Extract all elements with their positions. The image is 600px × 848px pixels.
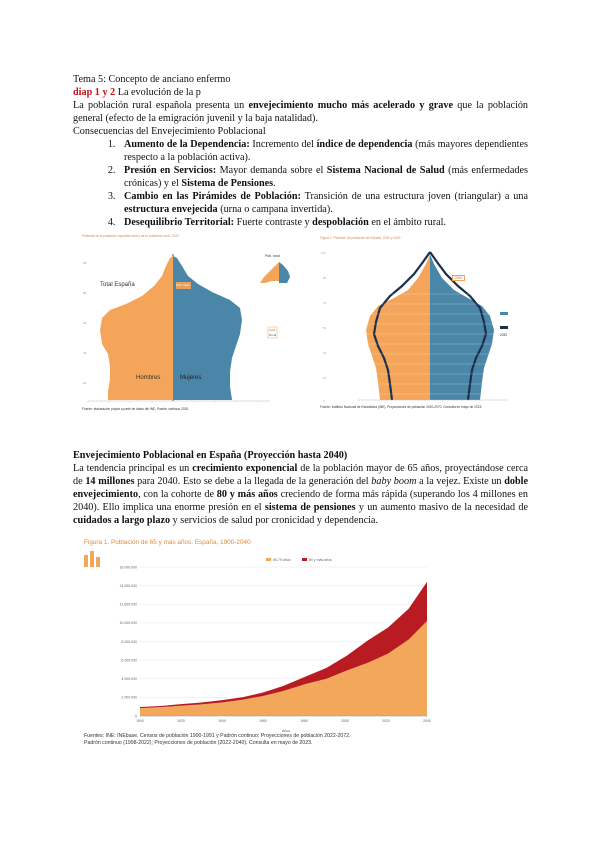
intro-paragraph: La población rural española presenta un envejecimiento mucho más acelerado y grave que la población general (efecto de la emigración juvenil y la baja natalidad). (73, 100, 529, 124)
label-rural-mid: Pob. rural (176, 283, 190, 287)
svg-text:35: 35 (323, 351, 327, 355)
spain-pyramid-figure (318, 234, 530, 414)
list-item: 3. Cambio en las Pirámides de Población: Transición de una estructura joven (triangular) a una estructura envejecida (urna o campana invertida). (118, 190, 528, 216)
y-tick-label: 6.000.000 (121, 658, 137, 663)
y-tick-label: 4.000.000 (121, 677, 137, 682)
label-men: Hombres (136, 375, 161, 381)
x-tick-label: 1960 (259, 719, 267, 723)
legend-b: Rural (269, 333, 277, 337)
figure-caption: Pirámide de la población española total y de la población rural, 2020 (82, 234, 179, 238)
y-tick-label: 16.000.000 (119, 565, 137, 570)
rural-pyramid-chart (80, 234, 294, 414)
section2-block (73, 449, 528, 527)
spain-pyramid-chart (318, 234, 530, 414)
legend-a: Total (269, 328, 276, 332)
svg-text:95: 95 (83, 261, 87, 265)
legend-2040: 2040 (500, 333, 508, 337)
y-tick-label: 10.000.000 (119, 621, 137, 626)
y-tick-label: 2.000.000 (121, 695, 137, 700)
x-tick-label: 2020 (382, 719, 390, 723)
svg-text:100: 100 (321, 251, 326, 255)
y-tick-label: 0 (135, 714, 137, 719)
consequences-heading: Consecuencias del Envejecimiento Poblacional (73, 126, 266, 137)
label-total: Total España (100, 282, 135, 288)
y-tick-label: 8.000.000 (121, 639, 137, 644)
list-item: 2. Presión en Servicios: Mayor demanda sobre el Sistema Nacional de Salud (más enfermedades crónicas) y el Sistema de Pensiones. (118, 164, 528, 190)
intro-block (73, 73, 528, 229)
section2-paragraph: La tendencia principal es un crecimiento exponencial de la población mayor de 65 años, proyectándose cerca de 14 millones para 2040. Esto se debe a la llegada de la generación del baby boom a la vejez. Existe un doble envejecimiento, con la cohorte de 80 y más años creciendo de forma más rápida (superando los 4 millones en 2040). Ello implica una enorme presión en el sistema de pensiones y un aumento masivo de la necesidad de cuidados a largo plazo y servicios de salud por cronicidad y dependencia. (73, 463, 529, 526)
slide-ref: diap 1 y 2 (73, 87, 116, 98)
figure-source: Fuente: elaboración propia a partir de datos del INE, Padrón continuo 2020. (82, 407, 190, 411)
consequences-list (73, 138, 528, 229)
chart-source-2: Padrón continuo (1998-2022); Proyecciones de población (2022-2040). Consulta en mayo de 2023. (84, 740, 313, 746)
x-tick-label: 2040 (423, 719, 431, 723)
svg-text:60: 60 (83, 321, 87, 325)
svg-text:80: 80 (83, 291, 87, 295)
svg-text:40: 40 (83, 351, 87, 355)
chart-title: Figura 1. Población de 65 y más años. España, 1900-2040 (84, 539, 251, 546)
x-tick-label: 2000 (341, 719, 349, 723)
topic-line: Tema 5: Concepto de anciano enfermo (73, 74, 231, 85)
svg-text:85: 85 (323, 276, 327, 280)
list-item: 4. Desequilibrio Territorial: Fuerte contraste y despoblación en el ámbito rural. (118, 216, 528, 229)
svg-text:50: 50 (323, 326, 327, 330)
section2-heading: Envejecimiento Poblacional en España (Proyección hasta 2040) (73, 450, 348, 461)
svg-text:0: 0 (323, 399, 325, 403)
label-rural-top: Pob. rural (265, 254, 280, 258)
chart-legend (266, 558, 332, 562)
chart-source-1: Fuentes: INE: INEbase. Censos de población 1900-1991 y Padrón continuo; Proyecciones de población 2022-2072. (84, 733, 351, 739)
x-tick-label: 1940 (218, 719, 226, 723)
label-women: Mujeres (180, 375, 202, 381)
area-chart (82, 549, 452, 734)
y-tick-label: 12.000.000 (119, 602, 137, 607)
rural-pyramid-figure (80, 234, 294, 414)
legend-80: 80 y más años (309, 558, 332, 562)
elderly-population-figure (82, 537, 452, 749)
svg-text:20: 20 (83, 381, 87, 385)
x-tick-label: 1920 (177, 719, 185, 723)
slide-title-line: diap 1 y 2 La evolución de la p (73, 87, 201, 98)
legend-2020: 2020 (452, 275, 465, 281)
x-axis-label: Años (282, 729, 290, 733)
svg-text:20: 20 (323, 376, 327, 380)
y-tick-label: 14.000.000 (119, 583, 137, 588)
legend-65: 65-79 años (273, 558, 291, 562)
x-tick-label: 1980 (300, 719, 308, 723)
svg-text:70: 70 (323, 301, 327, 305)
figure-source: Fuente: Instituto Nacional de Estadística (INE). Proyecciones de población 2020-2070. Consulta en mayo de 2023. (320, 405, 483, 409)
x-tick-label: 1900 (136, 719, 144, 723)
figure-caption: Figura 2. Pirámide de población de España, 2020 y 2040 (320, 236, 401, 240)
list-item: 1. Aumento de la Dependencia: Incremento del índice de dependencia (más mayores dependientes respecto a la población activa). (118, 138, 528, 164)
